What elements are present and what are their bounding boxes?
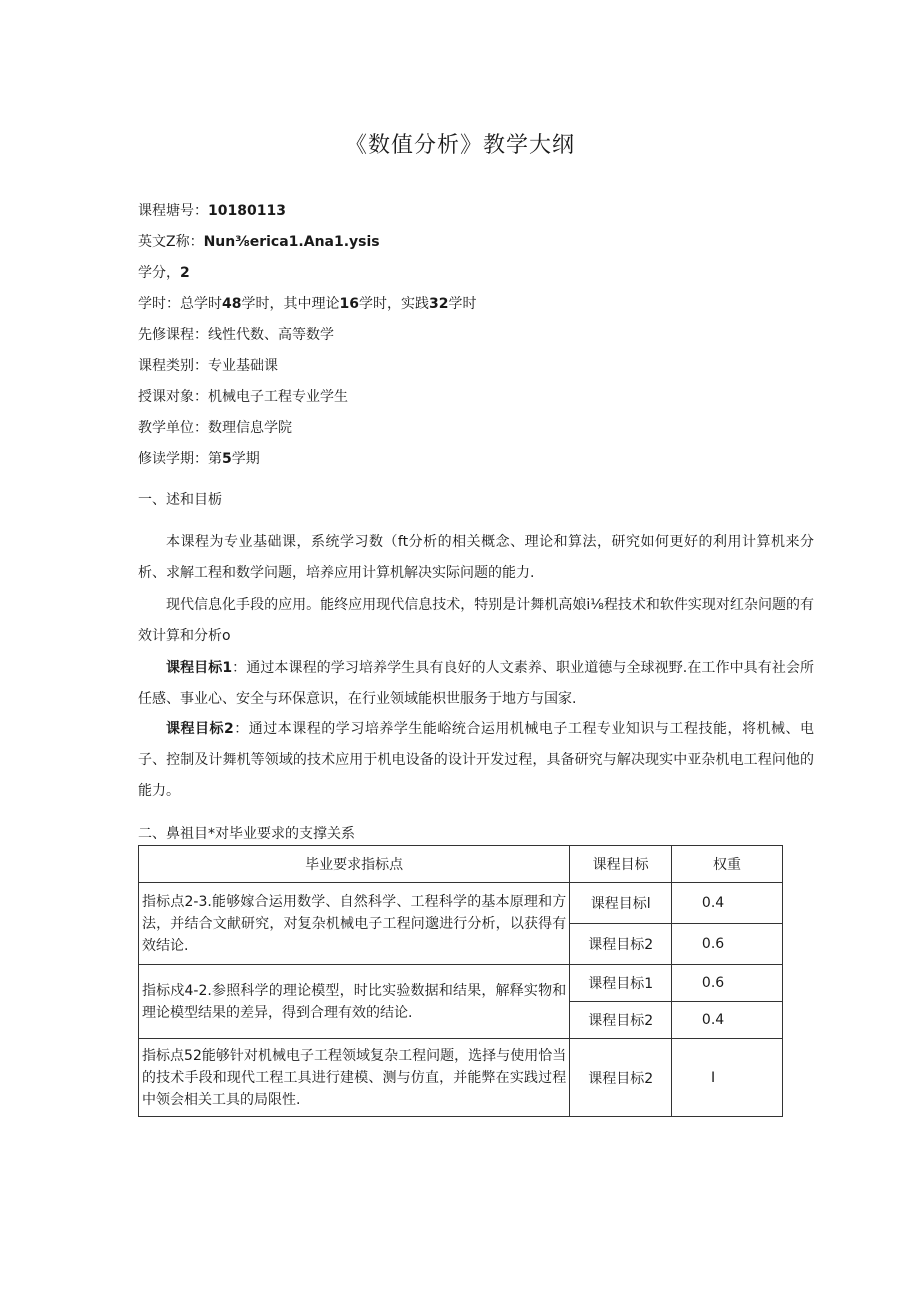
table-header-indicator: 毕业要求指标点 <box>139 846 570 883</box>
meta-value-part: 总学时 <box>180 296 222 312</box>
goal-cell: 课程目标2 <box>570 924 672 965</box>
paragraph-intro: 本课程为专业基础课，系统学习数（ft分析的相关概念、理论和算法，研究如何更好的利用计算机来分析、求解工程和数学问题，培养应用计算机解决实际问题的能力. <box>138 534 814 581</box>
meta-label: 学分， <box>138 265 180 281</box>
course-meta <box>138 196 476 475</box>
meta-hours <box>138 289 476 320</box>
table-row <box>139 1039 783 1117</box>
meta-value-part: 学时 <box>448 296 477 312</box>
meta-value-part: 学时，其中理论 <box>241 296 340 312</box>
goal-cell: 课程目标l <box>570 883 672 924</box>
table-row <box>139 883 783 924</box>
section-heading-1: 一、述和目栃 <box>138 492 222 508</box>
goal-1-label: 课程目标1 <box>166 660 233 676</box>
indicator-cell: 指标戍4-2.参照科学的理论模型，时比实验数据和结果，解释实物和理论模型结果的差异，得到合理有效的结论. <box>139 965 570 1039</box>
weight-cell: 0.4 <box>672 1002 783 1039</box>
meta-value: 机械电子工程专业学生 <box>208 389 348 405</box>
meta-value: 数理信息学院 <box>208 420 292 436</box>
indicator-cell: 指标点52能够针对机械电子工程领域复杂工程问题，选择与使用恰当的技术手段和现代工程工具进行建模、测与仿直，并能弊在实践过程中领会相关工具的局限性. <box>139 1039 570 1117</box>
weight-cell: 0.6 <box>672 924 783 965</box>
meta-label: 教学单位： <box>138 420 208 436</box>
meta-value: 线性代数、高等数学 <box>208 327 334 343</box>
meta-audience <box>138 382 476 413</box>
meta-value-part: 16 <box>339 296 359 312</box>
meta-value-part: 学期 <box>231 451 260 467</box>
meta-value: 专业基础课 <box>208 358 278 374</box>
meta-value: Nun⅜erica1.Ana1.ysis <box>203 234 380 250</box>
meta-department <box>138 413 476 444</box>
weight-cell: I <box>672 1039 783 1117</box>
meta-value-part: 学时，实践 <box>358 296 429 312</box>
meta-label: 先修课程： <box>138 327 208 343</box>
meta-label: 课程塘号： <box>138 203 208 219</box>
meta-value-part: 5 <box>222 451 232 467</box>
meta-prerequisites <box>138 320 476 351</box>
table-header-weight: 权重 <box>672 846 783 883</box>
weight-cell: 0.6 <box>672 965 783 1002</box>
page-title: 《数值分析》教学大纲 <box>344 133 575 158</box>
meta-value: 10180113 <box>208 203 286 219</box>
paragraph-goal-1 <box>138 653 814 715</box>
meta-course-code <box>138 196 476 227</box>
meta-label: 修读学期： <box>138 451 208 467</box>
table-header-row <box>139 846 783 883</box>
meta-value: 2 <box>180 265 190 281</box>
goal-2-text: ：通过本课程的学习培养学生能峪统合运用机械电子工程专业知识与工程技能，将机械、电子、控制及计舞机等领域的技术应用于机电设备的设计开发过程，具备研究与解决现实中亚杂机电工程问他的能力。 <box>138 721 814 799</box>
table-header-goal: 课程目标 <box>570 846 672 883</box>
meta-label: 英文Z称： <box>138 234 204 250</box>
support-table <box>138 845 783 1117</box>
goal-cell: 课程目标1 <box>570 965 672 1002</box>
meta-value-part: 32 <box>428 296 449 312</box>
meta-label: 学时： <box>138 296 180 312</box>
meta-credits <box>138 258 476 289</box>
meta-semester <box>138 444 476 475</box>
paragraph-goal-2 <box>138 714 814 807</box>
goal-cell: 课程目标2 <box>570 1002 672 1039</box>
weight-cell: 0.4 <box>672 883 783 924</box>
table-row <box>139 965 783 1002</box>
meta-label: 课程类别： <box>138 358 208 374</box>
meta-value-part: 第 <box>208 451 222 467</box>
meta-label: 授课对象： <box>138 389 208 405</box>
meta-value-part: 48 <box>222 296 242 312</box>
indicator-cell: 指标点2-3.能够嫁合运用数学、自然科学、工程科学的基本原理和方法，并结合文献研究，对复杂机械电子工程问邈进行分析，以获得有效结论. <box>139 883 570 965</box>
meta-english-name <box>138 227 476 258</box>
paragraph-it-usage: 现代信息化手段的应用。能终应用现代信息技术，特别是计舞机高娘i⅛程技术和软件实现对红杂问题的有效计算和分析o <box>138 597 814 644</box>
goal-1-text: ：通过本课程的学习培养学生具有良好的人文素养、职业道德与全球视野.在工作中具有社会所任感、事业心、安全与环保意识，在行业领域能枳世服务于地方与国家. <box>138 660 814 707</box>
goal-cell: 课程目标2 <box>570 1039 672 1117</box>
meta-course-type <box>138 351 476 382</box>
goal-2-label: 课程目标2 <box>166 721 234 737</box>
section-heading-2: 二、鼻祖目*对毕业要求的支撑关系 <box>138 826 355 842</box>
